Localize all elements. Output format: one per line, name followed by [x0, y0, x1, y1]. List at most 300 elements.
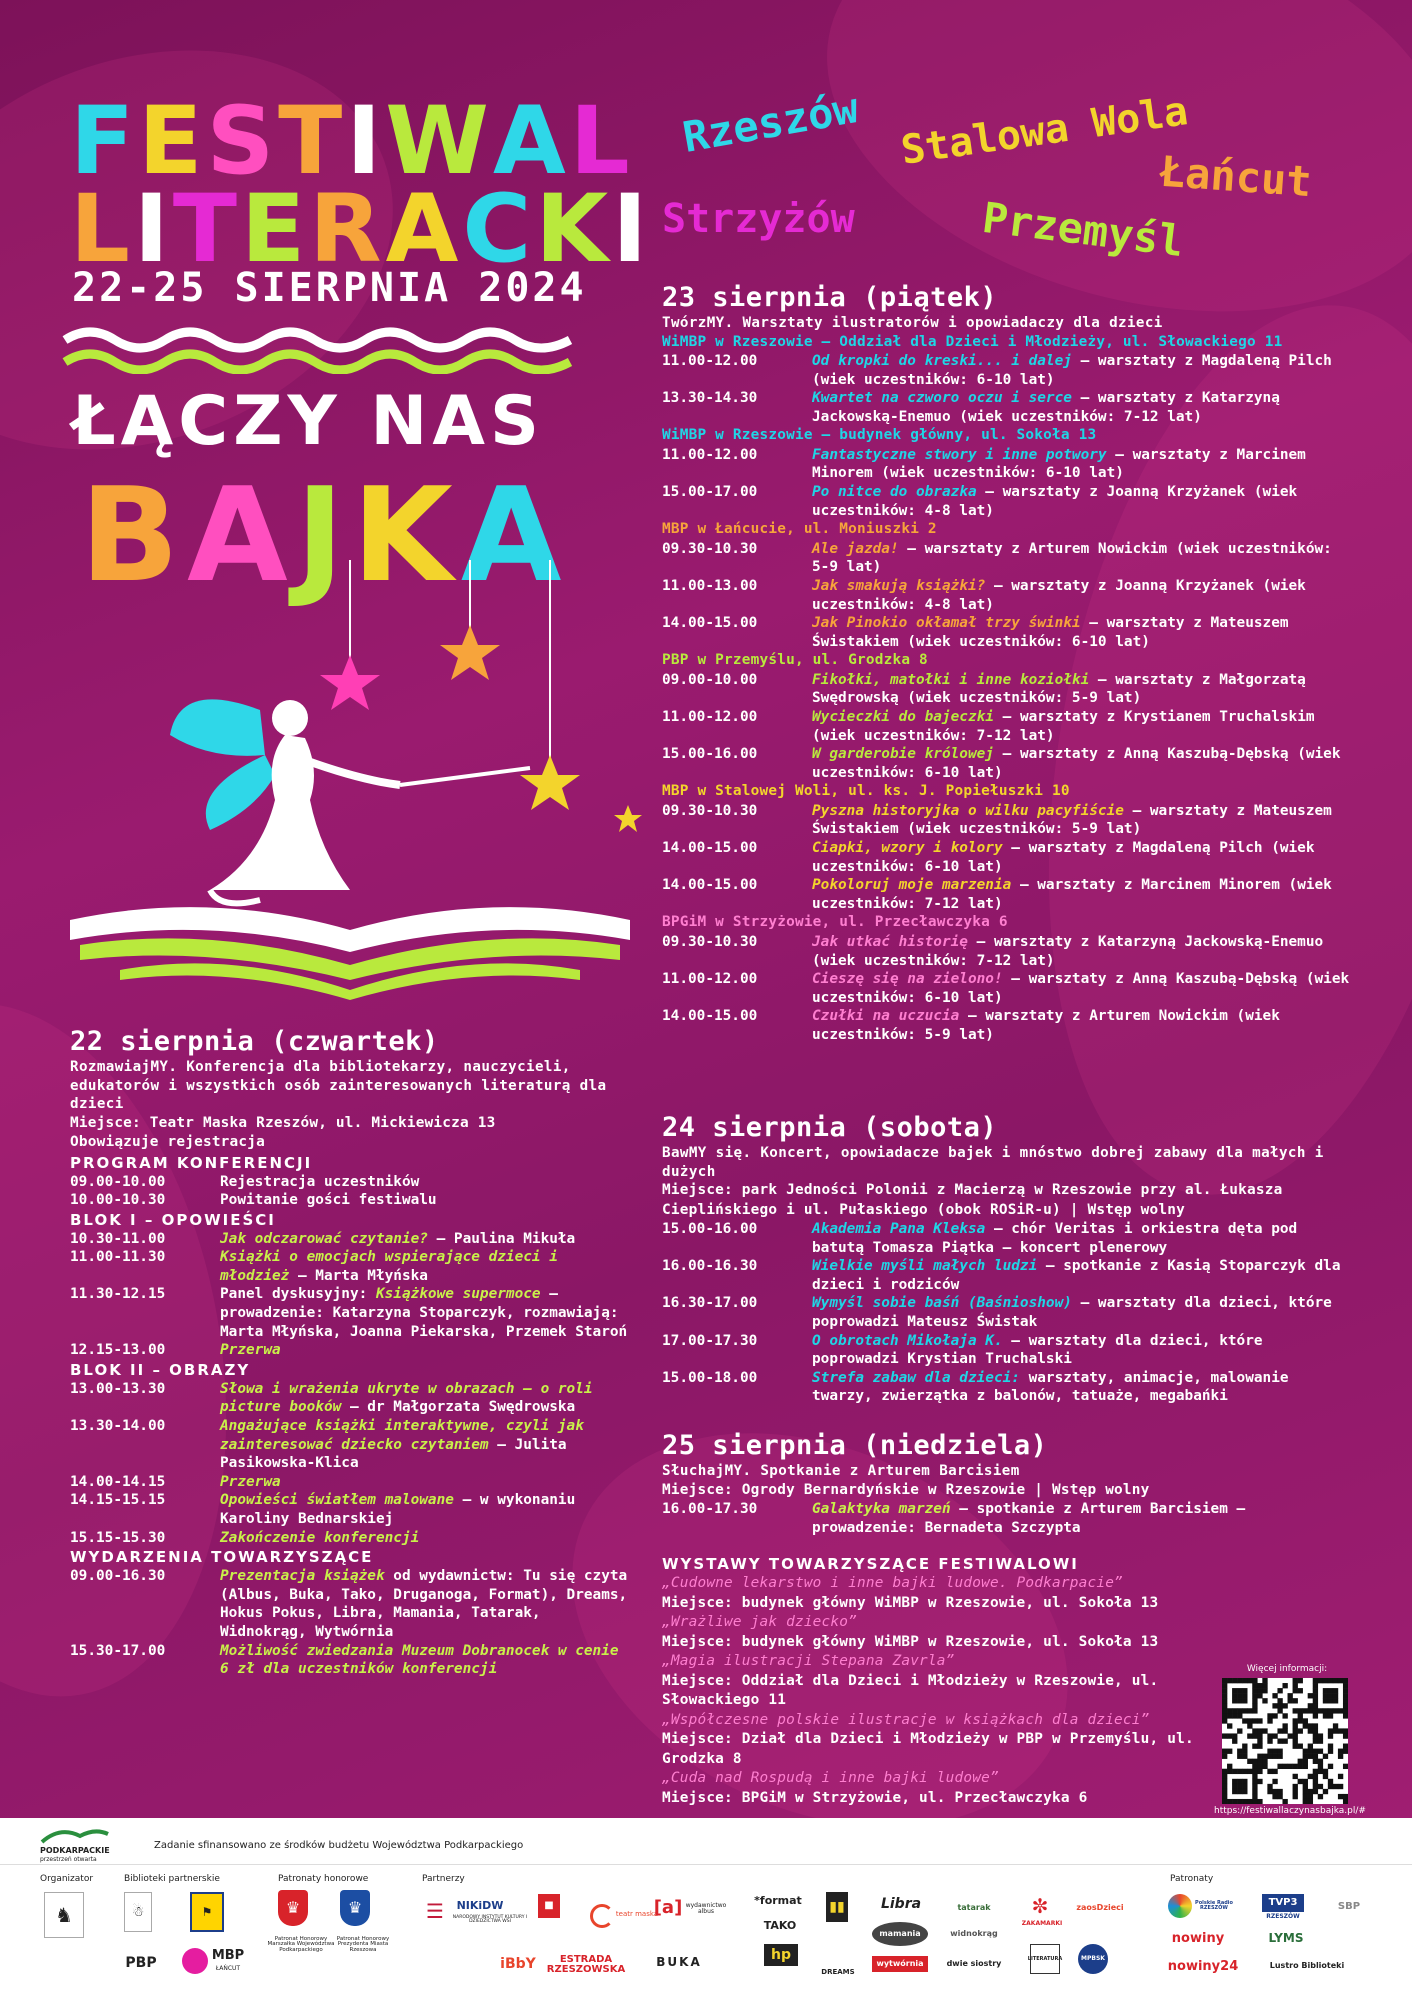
mbp-logo: MBP	[211, 1947, 245, 1963]
schedule-row	[70, 1642, 630, 1679]
block2-list	[70, 1380, 630, 1547]
tvp3-sub: RZESZÓW	[1266, 1913, 1300, 1920]
schedule-row	[662, 1257, 1352, 1294]
dreams-logo: DREAMS	[821, 1968, 855, 1976]
slogan-line1: ŁĄCZY NAS	[72, 382, 544, 461]
city-lancut: Łańcut	[1158, 146, 1314, 207]
schedule-row	[70, 1285, 630, 1341]
schedule-highlight: Pokoloruj moje marzenia	[812, 877, 1012, 894]
schedule-time: 10.30-11.00	[70, 1230, 166, 1247]
mbp-logo-icon	[182, 1948, 208, 1974]
schedule-prefix: Panel dyskusyjny:	[220, 1286, 376, 1303]
schedule-text: – warsztaty z Magdaleną Pilch (wiek uczestników: 6-10 lat)	[812, 353, 1332, 388]
day24-title: 24 sierpnia (sobota)	[662, 1112, 998, 1143]
schedule-time: 14.15-15.15	[70, 1492, 166, 1509]
wytwornia-logo: wytwórnia	[872, 1956, 928, 1972]
schedule-row	[662, 389, 1352, 426]
schedule-time: 14.00-15.00	[662, 840, 758, 857]
widnokrag-logo: widnokrąg	[950, 1929, 998, 1938]
schedule-text: – Marta Młyńska	[289, 1267, 428, 1284]
schedule-highlight: Książki o emocjach wspierające dzieci i młodzież	[220, 1249, 558, 1284]
schedule-row	[70, 1529, 630, 1548]
schedule-description	[812, 1369, 1352, 1406]
city-strzyzow: Strzyżów	[662, 196, 855, 242]
block2-heading: BLOK II – OBRAZY	[70, 1360, 251, 1379]
schedule-time: 16.30-17.00	[662, 1295, 758, 1312]
schedule-text: – warsztaty z Marcinem Minorem (wiek uczestników: 6-10 lat)	[812, 446, 1306, 482]
nowiny-logo: nowiny	[1171, 1930, 1225, 1946]
title-letter: W	[385, 87, 493, 196]
druganoga-logo-icon: ▮▮	[826, 1892, 848, 1922]
schedule-row	[662, 802, 1352, 839]
day23-section	[662, 282, 1352, 1045]
day25-intro: SłuchajMY. Spotkanie z Arturem Barcisiem	[662, 1463, 1020, 1479]
label-media-patrons: Patronaty	[1170, 1874, 1214, 1884]
schedule-highlight: Jak odczarować czytanie?	[220, 1230, 428, 1247]
schedule-highlight: Akademia Pana Kleksa	[812, 1221, 986, 1237]
schedule-time: 15.15-15.30	[70, 1529, 166, 1546]
venue-items	[662, 352, 1352, 426]
mpbsk-logo: MPBSK	[1078, 1944, 1108, 1974]
zakamarki-icon: ✼	[1031, 1894, 1049, 1918]
day22-title: 22 sierpnia (czwartek)	[70, 1026, 439, 1057]
sbp-logo: SBP	[1337, 1901, 1361, 1912]
title-letter: I	[346, 87, 386, 196]
schedule-time: 14.00-15.00	[662, 1008, 758, 1025]
day25-list	[662, 1500, 1352, 1537]
footer-divider	[0, 1864, 1412, 1865]
schedule-time: 09.00-10.00	[70, 1173, 166, 1190]
label-partners: Partnerzy	[422, 1874, 465, 1884]
hokus-pokus-logo: hp	[764, 1944, 798, 1966]
schedule-text: – warsztaty dla dzieci, które poprowadzi Krystian Truchalski	[812, 1332, 1263, 1368]
title-letter: K	[535, 175, 613, 284]
schedule-time: 15.00-16.00	[662, 1221, 758, 1237]
schedule-highlight: Galaktyka marzeń	[812, 1501, 951, 1517]
exhibition-title: „Cuda nad Rospudą i inne bajki ludowe”	[662, 1770, 999, 1786]
schedule-row	[70, 1248, 630, 1285]
schedule-description	[220, 1285, 630, 1341]
venue-items	[662, 671, 1352, 783]
events-heading: WYDARZENIA TOWARZYSZĄCE	[70, 1548, 374, 1567]
schedule-time: 15.00-16.00	[662, 746, 758, 763]
schedule-row	[70, 1380, 630, 1417]
tatarak-logo: tatarak	[957, 1903, 991, 1912]
schedule-description	[812, 708, 1352, 745]
schedule-highlight: Pyszna historyjka o wilku pacyfiście	[812, 802, 1124, 819]
podkarpackie-logo-icon	[40, 1824, 110, 1846]
exhibitions-list	[662, 1574, 1222, 1808]
exhibition-title: „Wrażliwe jak dziecko”	[662, 1614, 858, 1630]
schedule-description	[812, 1294, 1352, 1331]
tvp3-logo: TVP3	[1262, 1894, 1304, 1912]
venue-items	[662, 802, 1352, 914]
lustro-biblioteki-logo: Lustro Biblioteki	[1269, 1961, 1345, 1970]
slogan-letter: A	[460, 459, 570, 611]
schedule-row	[662, 1500, 1352, 1537]
schedule-text: – warsztaty dla dzieci, które poprowadzi Mateusz Świstak	[812, 1295, 1332, 1330]
schedule-highlight: Strefa zabaw dla dzieci:	[812, 1369, 1020, 1386]
schedule-description	[220, 1341, 630, 1360]
day25-place: Miejsce: Ogrody Bernardyńskie w Rzeszowie | Wstęp wolny	[662, 1481, 1150, 1498]
schedule-text: – warsztaty z Katarzyną Jackowską-Enemuo (wiek uczestników: 7-12 lat)	[812, 390, 1280, 425]
title-letter: F	[70, 87, 139, 196]
schedule-time: 11.00-12.00	[662, 971, 758, 988]
schedule-highlight: Opowieści światłem malowane	[220, 1492, 454, 1509]
zigzag-divider	[60, 322, 580, 374]
schedule-highlight: Cieszę się na zielono!	[812, 971, 1003, 988]
schedule-highlight: Jak smakują książki?	[812, 577, 986, 594]
schedule-time: 13.30-14.30	[662, 390, 758, 407]
day23-title: 23 sierpnia (piątek)	[662, 282, 998, 313]
schedule-row	[662, 1007, 1352, 1044]
schedule-description	[812, 1007, 1352, 1044]
day24-intro: BawMY się. Koncert, opowiadacze bajek i mnóstwo dobrej zabawy dla małych i dużych	[662, 1145, 1324, 1180]
qr-code[interactable]	[1222, 1678, 1348, 1804]
schedule-time: 15.00-17.00	[662, 484, 758, 501]
schedule-description	[220, 1173, 630, 1192]
podkarpackie-subtext: przestrzeń otwarta	[40, 1856, 97, 1863]
venue-name: WiMBP w Rzeszowie – Oddział dla Dzieci i Młodzieży, ul. Słowackiego 11	[662, 333, 1283, 350]
schedule-highlight: Fikołki, matołki i inne koziołki	[812, 671, 1090, 688]
schedule-text: – spotkanie z Arturem Barcisiem – prowadzenie: Bernadeta Szczypta	[812, 1501, 1246, 1536]
slogan-letter: K	[352, 459, 461, 611]
title-letter: T	[278, 87, 347, 196]
city-rzeszow: Rzeszów	[679, 83, 862, 162]
schedule-text: – warsztaty z Anną Kaszubą-Dębską (wiek uczestników: 6-10 lat)	[812, 746, 1341, 781]
nikidw-logo: NIKiDW	[456, 1898, 504, 1912]
schedule-row	[662, 970, 1352, 1007]
wimbp-logo: ♞	[44, 1892, 84, 1938]
day22-intro: RozmawiajMY. Konferencja dla bibliotekarzy, nauczycieli, edukatorów i wszystkich osób zainteresowanych literaturą dla dzieci	[70, 1059, 607, 1112]
schedule-description	[812, 1257, 1352, 1294]
schedule-description	[812, 933, 1352, 970]
venue-name: PBP w Przemyślu, ul. Grodzka 8	[662, 652, 928, 669]
schedule-time: 09.30-10.30	[662, 802, 758, 819]
qr-label: Więcej informacji:	[1246, 1664, 1328, 1674]
library-logo: ☃	[124, 1892, 152, 1932]
qr-url[interactable]: https://festiwallaczynasbajka.pl/#	[1214, 1806, 1366, 1816]
schedule-row	[662, 577, 1352, 614]
schedule-highlight: Wielkie myśli małych ludzi	[812, 1258, 1038, 1275]
star-icon	[440, 625, 500, 680]
venue-name: BPGiM w Strzyżowie, ul. Przecławczyka 6	[662, 914, 1008, 931]
title-letter: S	[206, 87, 279, 196]
schedule-highlight: Przerwa	[220, 1473, 281, 1490]
schedule-text: – Paulina Mikuła	[427, 1230, 576, 1247]
venue-name: MBP w Stalowej Woli, ul. ks. J. Popiełuszki 10	[662, 783, 1070, 800]
buka-logo: BUKA	[656, 1955, 702, 1969]
schedule-text: – dr Małgorzata Swędrowska	[341, 1399, 576, 1416]
slogan-letter: B	[80, 459, 188, 611]
exhibition-place: Miejsce: Dział dla Dzieci i Młodzieży w PBP w Przemyślu, ul. Grodzka 8	[662, 1731, 1194, 1767]
schedule-highlight: Jak utkać historię	[812, 933, 968, 950]
estrada-logo: ESTRADA RZESZOWSKA	[546, 1954, 626, 1975]
schedule-time: 16.00-17.30	[662, 1501, 758, 1517]
program-heading: PROGRAM KONFERENCJI	[70, 1153, 313, 1172]
schedule-text: – spotkanie z Kasią Stoparczyk dla dzieci i rodziców	[812, 1258, 1341, 1293]
slogan-letter: A	[187, 459, 296, 611]
polskie-radio-icon	[1168, 1894, 1192, 1918]
title-letter: I	[612, 175, 652, 284]
schedule-time: 11.00-12.00	[662, 709, 758, 725]
title-letter: E	[138, 87, 207, 196]
schedule-row	[662, 1220, 1352, 1257]
schedule-time: 15.00-18.00	[662, 1369, 758, 1386]
schedule-time: 15.30-17.00	[70, 1642, 166, 1659]
nikidw-sub: NARODOWY INSTYTUT KULTURY I DZIEDZICTWA WSI	[452, 1914, 528, 1924]
schedule-highlight: Od kropki do kreski... i dalej	[812, 353, 1072, 369]
schedule-time: 13.30-14.00	[70, 1418, 166, 1435]
schedule-text: – w wykonaniu Karoliny Bednarskiej	[220, 1492, 576, 1527]
schedule-text: warsztaty, animacje, malowanie twarzy, zwierzątka z balonów, tatuaże, megabańki	[812, 1369, 1289, 1405]
day22-place: Miejsce: Teatr Maska Rzeszów, ul. Mickiewicza 13	[70, 1114, 496, 1131]
label-organizer: Organizator	[40, 1874, 94, 1884]
schedule-time: 14.00-15.00	[662, 615, 758, 632]
title-letter: A	[492, 87, 570, 196]
schedule-time: 14.00-15.00	[662, 877, 758, 894]
schedule-highlight: O obrotach Mikołaja K.	[812, 1332, 1003, 1349]
schedule-text: – warsztaty z Małgorzatą Swędrowską (wiek uczestników: 5-9 lat)	[812, 671, 1306, 707]
schedule-row	[662, 614, 1352, 651]
schedule-text: – warsztaty z Marcinem Minorem (wiek uczestników: 7-12 lat)	[812, 877, 1332, 912]
schedule-text: Rejestracja uczestników	[220, 1173, 420, 1190]
dwie-siostry-logo: dwie siostry	[946, 1959, 1002, 1968]
events-list	[70, 1567, 630, 1679]
schedule-highlight: Słowa i wrażenia ukryte w obrazach – o roli picture booków	[220, 1380, 593, 1416]
schedule-row	[70, 1417, 630, 1473]
day23-venues	[662, 333, 1352, 1045]
schedule-text: – warsztaty z Joanną Krzyżanek (wiek uczestników: 4-8 lat)	[812, 484, 1298, 519]
day22-section	[70, 1026, 630, 1679]
venue-items	[662, 933, 1352, 1045]
schedule-time: 09.30-10.30	[662, 933, 758, 950]
day23-intro: TwórzMY. Warsztaty ilustratorów i opowiadaczy dla dzieci	[662, 315, 1163, 331]
teatr-maska-logo: teatr maska	[615, 1909, 659, 1918]
title-letter: L	[569, 87, 634, 196]
sponsors-footer	[0, 1818, 1412, 2000]
title-letter: C	[462, 175, 536, 284]
schedule-text: – warsztaty z Krystianem Truchalskim (wiek uczestników: 7-12 lat)	[812, 709, 1315, 744]
schedule-text: – warsztaty z Arturem Nowickim (wiek uczestników: 5-9 lat)	[812, 1008, 1280, 1043]
city-przemysl: Przemyśl	[979, 192, 1187, 267]
label-honorary-patronage: Patronaty honorowe	[278, 1874, 369, 1884]
title-letter: R	[309, 175, 386, 284]
schedule-description	[220, 1191, 630, 1210]
schedule-description	[812, 802, 1352, 839]
schedule-description	[812, 671, 1352, 708]
schedule-time: 09.00-16.30	[70, 1568, 166, 1585]
schedule-description	[220, 1642, 630, 1679]
schedule-highlight: W garderobie królowej	[812, 746, 994, 763]
day24-list	[662, 1220, 1352, 1406]
crest-icon: ♛	[278, 1890, 308, 1926]
star-icon	[520, 755, 580, 810]
schedule-description	[220, 1491, 630, 1528]
mbp-logo-sub: ŁAŃCUT	[215, 1965, 241, 1972]
schedule-time: 16.00-16.30	[662, 1258, 758, 1275]
schedule-row	[662, 876, 1352, 913]
schedule-text: – prowadzenie: Katarzyna Stoparczyk, rozmawiają: Marta Młyńska, Joanna Piekarska, Przemek Staroń	[220, 1286, 628, 1340]
schedule-description	[812, 577, 1352, 614]
city-stalowa-wola: Stalowa Wola	[898, 88, 1191, 174]
schedule-description	[812, 1220, 1352, 1257]
schedule-text: – warsztaty z Arturem Nowickim (wiek uczestników: 5-9 lat)	[812, 540, 1332, 576]
patron-marshal-text: Patronat Honorowy Marszałka Województwa Podkarpackiego	[267, 1935, 335, 1953]
schedule-time: 11.30-12.15	[70, 1286, 166, 1303]
patron-president-text: Patronat Honorowy Prezydenta Miasta Rzeszowa	[336, 1935, 390, 1953]
schedule-highlight: Prezentacja książek	[220, 1568, 385, 1585]
day25-section	[662, 1430, 1352, 1537]
zakamarki-logo: ZAKAMARKI	[1021, 1920, 1063, 1927]
exhibition-place: Miejsce: Oddział dla Dzieci i Młodzieży w Rzeszowie, ul. Słowackiego 11	[662, 1672, 1159, 1708]
exhibition-place: Miejsce: BPGiM w Strzyżowie, ul. Przecławczyka 6	[662, 1789, 1088, 1806]
schedule-description	[812, 970, 1352, 1007]
schedule-row	[70, 1191, 630, 1210]
schedule-highlight: Fantastyczne stwory i inne potwory	[812, 446, 1107, 463]
festival-title-line2	[70, 175, 652, 284]
schedule-description	[812, 839, 1352, 876]
schedule-row	[662, 1332, 1352, 1369]
schedule-text: – Julita Pasikowska-Klica	[220, 1436, 567, 1472]
schedule-highlight: Kwartet na czworo oczu i serce	[812, 390, 1072, 407]
schedule-highlight: Możliwość zwiedzania Muzeum Dobranocek w cenie 6 zł dla uczestników konferencji	[220, 1642, 619, 1678]
star-icon	[320, 655, 380, 710]
schedule-text: – warsztaty z Mateuszem Świstakiem (wiek uczestników: 5-9 lat)	[812, 802, 1332, 838]
lyms-logo: LYMS	[1268, 1931, 1304, 1945]
nowiny24-logo: nowiny24	[1167, 1958, 1239, 1974]
schedule-row	[70, 1567, 630, 1641]
exhibition-title: „Magia ilustracji Stepana Zavrla”	[662, 1653, 955, 1669]
star-icon	[614, 805, 642, 832]
zaos-dzieci-logo: zaosDzieci	[1076, 1903, 1124, 1912]
title-letter: E	[241, 175, 310, 284]
program-list	[70, 1173, 630, 1210]
schedule-row	[662, 745, 1352, 782]
venue-items	[662, 540, 1352, 652]
exhibition-title: „Cudowne lekarstwo i inne bajki ludowe. Podkarpacie”	[662, 1575, 1123, 1591]
schedule-time: 11.00-12.00	[662, 446, 758, 463]
schedule-description	[812, 876, 1352, 913]
schedule-description	[812, 1332, 1352, 1369]
schedule-time: 12.15-13.00	[70, 1342, 166, 1359]
pbp-logo: PBP	[125, 1955, 157, 1971]
exhibition-title: „Współczesne polskie ilustracje w książkach dla dzieci”	[662, 1711, 1150, 1728]
schedule-row	[662, 1294, 1352, 1331]
day25-title: 25 sierpnia (niedziela)	[662, 1430, 1048, 1461]
schedule-description	[812, 483, 1352, 520]
schedule-description	[220, 1567, 630, 1641]
schedule-text: od wydawnictw: Tu się czyta (Albus, Buka, Tako, Druganoga, Format), Dreams, Hokus Pokus, Libra, Mamania, Tatarak, Widnokrąg, Wytwórnia	[220, 1568, 628, 1640]
day24-place: Miejsce: park Jedności Polonii z Macierzą w Rzeszowie przy al. Łukasza Cieplińskiego i ul. Pułaskiego (obok ROSiR-u) | Wstęp wolny	[662, 1182, 1283, 1218]
day24-section	[662, 1112, 1352, 1406]
exhibition-place: Miejsce: budynek główny WiMBP w Rzeszowie, ul. Sokoła 13	[662, 1594, 1159, 1611]
schedule-text: – warsztaty z Joanną Krzyżanek (wiek uczestników: 4-8 lat)	[812, 577, 1306, 613]
crest-icon: ⚑	[190, 1892, 224, 1932]
format-logo: *format	[754, 1893, 802, 1907]
title-letter: A	[385, 175, 463, 284]
schedule-description	[812, 352, 1352, 389]
schedule-row	[70, 1341, 630, 1360]
schedule-highlight: Ciapki, wzory i kolory	[812, 840, 1003, 857]
schedule-description	[812, 1500, 1352, 1537]
schedule-highlight: Ale jazda!	[812, 540, 899, 557]
schedule-highlight: Czułki na uczucia	[812, 1008, 960, 1025]
schedule-text: Powitanie gości festiwalu	[220, 1192, 437, 1209]
schedule-description	[220, 1248, 630, 1285]
schedule-highlight: Książkowe supermoce	[375, 1286, 541, 1303]
festival-dates: 22-25 SIERPNIA 2024	[72, 265, 587, 311]
venue-name: WiMBP w Rzeszowie – budynek główny, ul. Sokoła 13	[662, 427, 1097, 444]
schedule-row	[70, 1173, 630, 1192]
block1-list	[70, 1230, 630, 1360]
schedule-time: 11.00-12.00	[662, 353, 758, 369]
schedule-time: 14.00-14.15	[70, 1473, 166, 1490]
slogan-letter: J	[295, 459, 353, 611]
schedule-highlight: Przerwa	[220, 1342, 281, 1359]
schedule-row	[70, 1473, 630, 1492]
label-partner-libraries: Biblioteki partnerskie	[124, 1874, 220, 1884]
schedule-time: 11.00-13.00	[662, 577, 758, 594]
schedule-row	[662, 839, 1352, 876]
schedule-text: – warsztaty z Magdaleną Pilch (wiek uczestników: 6-10 lat)	[812, 840, 1315, 875]
schedule-time: 13.00-13.30	[70, 1380, 166, 1397]
schedule-text: – chór Veritas i orkiestra dęta pod batutą Tomasza Piątka – koncert plenerowy	[812, 1221, 1298, 1256]
schedule-row	[662, 933, 1352, 970]
schedule-row	[662, 352, 1352, 389]
schedule-row	[662, 446, 1352, 483]
ibby-logo: iBbY	[500, 1956, 536, 1972]
schedule-description	[812, 446, 1352, 483]
day22-registration: Obowiązuje rejestracja	[70, 1134, 266, 1150]
schedule-row	[70, 1230, 630, 1249]
schedule-row	[662, 540, 1352, 577]
literatura-logo: LITERATURA	[1030, 1944, 1060, 1974]
schedule-row	[662, 671, 1352, 708]
schedule-description	[220, 1230, 630, 1249]
title-letter: L	[70, 175, 134, 284]
schedule-description	[812, 389, 1352, 426]
schedule-time: 17.00-17.30	[662, 1332, 758, 1349]
schedule-time: 09.30-10.30	[662, 540, 758, 557]
title-letter: I	[133, 175, 173, 284]
mamania-logo: mamania	[872, 1922, 928, 1946]
schedule-highlight: Angażujące książki interaktywne, czyli jak zainteresować dziecko czytaniem	[220, 1418, 584, 1453]
schedule-time: 11.00-11.30	[70, 1249, 166, 1266]
schedule-highlight: Jak Pinokio okłamał trzy świnki	[812, 615, 1081, 632]
schedule-text: – warsztaty z Mateuszem Świstakiem (wiek uczestników: 6-10 lat)	[812, 615, 1289, 650]
schedule-highlight: Wycieczki do bajeczki	[812, 709, 994, 725]
albus-logo: [a]	[653, 1897, 683, 1918]
schedule-description	[812, 540, 1352, 577]
exhibitions-section	[662, 1554, 1222, 1808]
nikidw-icon: ☰	[426, 1899, 444, 1923]
schedule-description	[220, 1380, 630, 1417]
schedule-row	[662, 1369, 1352, 1406]
schedule-highlight: Wymyśl sobie baśń (Baśnioshow)	[812, 1295, 1072, 1312]
albus-sub: wydawnictwo albus	[685, 1902, 727, 1915]
schedule-text: – warsztaty z Anną Kaszubą-Dębską (wiek uczestników: 6-10 lat)	[812, 971, 1350, 1006]
city-logo-icon: ■	[538, 1894, 560, 1918]
venue-name: MBP w Łańcucie, ul. Moniuszki 2	[662, 521, 937, 538]
tako-logo: TAKO	[763, 1918, 797, 1932]
schedule-description	[220, 1417, 630, 1473]
schedule-description	[220, 1529, 630, 1548]
schedule-description	[812, 614, 1352, 651]
funding-note: Zadanie sfinansowano ze środków budżetu Województwa Podkarpackiego	[154, 1840, 524, 1851]
schedule-time: 09.00-10.00	[662, 671, 758, 688]
schedule-row	[662, 708, 1352, 745]
